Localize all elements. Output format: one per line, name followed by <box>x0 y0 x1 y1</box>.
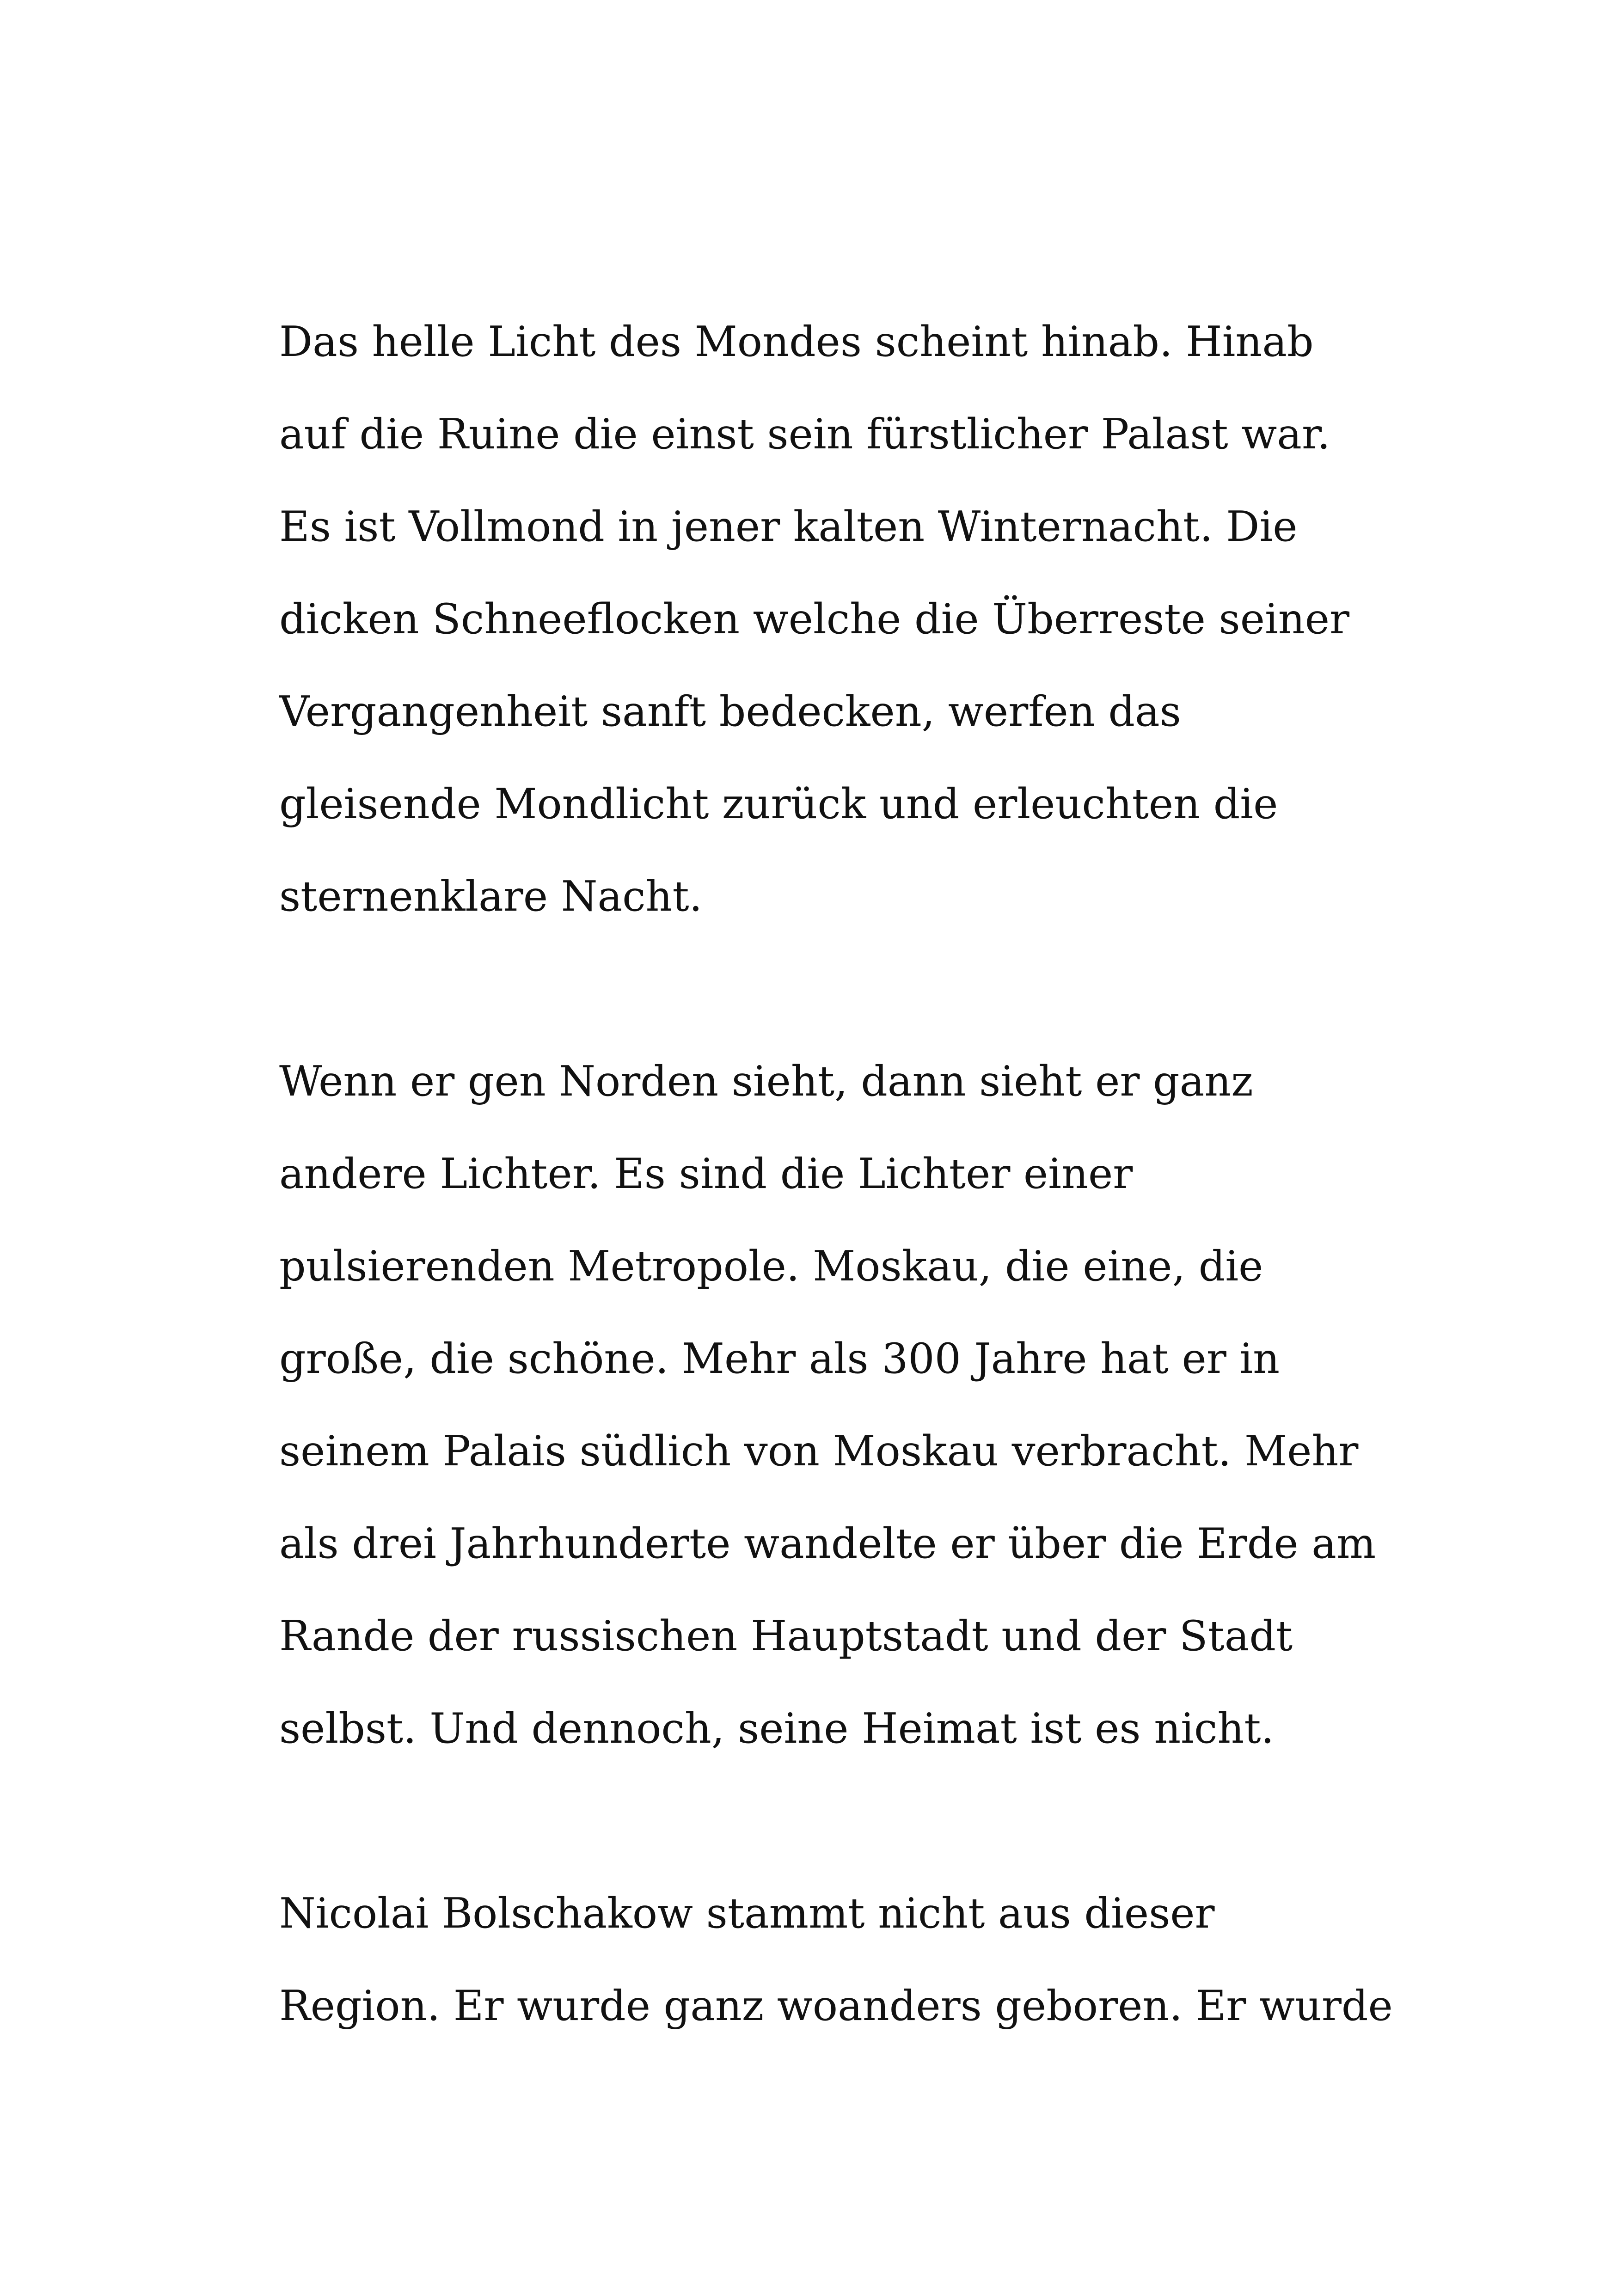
paragraph-spacer <box>279 1775 1389 1867</box>
text-line: Wenn er gen Norden sieht, dann sieht er ganz <box>279 1057 1253 1106</box>
text-line: Das helle Licht des Mondes scheint hinab. Hinab <box>279 318 1314 366</box>
paragraph-spacer <box>279 943 1389 1035</box>
text-line: sternenklare Nacht. <box>279 872 703 921</box>
text-line: Region. Er wurde ganz woanders geboren. Er wurde <box>279 1982 1393 2030</box>
paragraph <box>279 296 1389 943</box>
text-line: Rande der russischen Hauptstadt und der Stadt <box>279 1612 1293 1660</box>
text-line: Es ist Vollmond in jener kalten Winternacht. Die <box>279 502 1298 551</box>
text-line: Vergangenheit sanft bedecken, werfen das <box>279 687 1181 736</box>
text-line: auf die Ruine die einst sein fürstlicher Palast war. <box>279 410 1330 459</box>
text-line: Nicolai Bolschakow stammt nicht aus dieser <box>279 1889 1215 1938</box>
text-line: seinem Palais südlich von Moskau verbracht. Mehr <box>279 1427 1359 1476</box>
paragraph <box>279 1035 1389 1775</box>
text-line: dicken Schneeflocken welche die Überreste seiner <box>279 595 1349 643</box>
text-line: gleisende Mondlicht zurück und erleuchten die <box>279 780 1278 828</box>
paragraph <box>279 1867 1393 2052</box>
text-line: als drei Jahrhunderte wandelte er über die Erde am <box>279 1519 1376 1568</box>
text-body <box>279 296 1393 2052</box>
text-line: pulsierenden Metropole. Moskau, die eine, die <box>279 1242 1263 1291</box>
text-line: andere Lichter. Es sind die Lichter einer <box>279 1150 1133 1198</box>
text-line: selbst. Und dennoch, seine Heimat ist es nicht. <box>279 1704 1275 1753</box>
text-line: große, die schöne. Mehr als 300 Jahre hat er in <box>279 1335 1280 1383</box>
